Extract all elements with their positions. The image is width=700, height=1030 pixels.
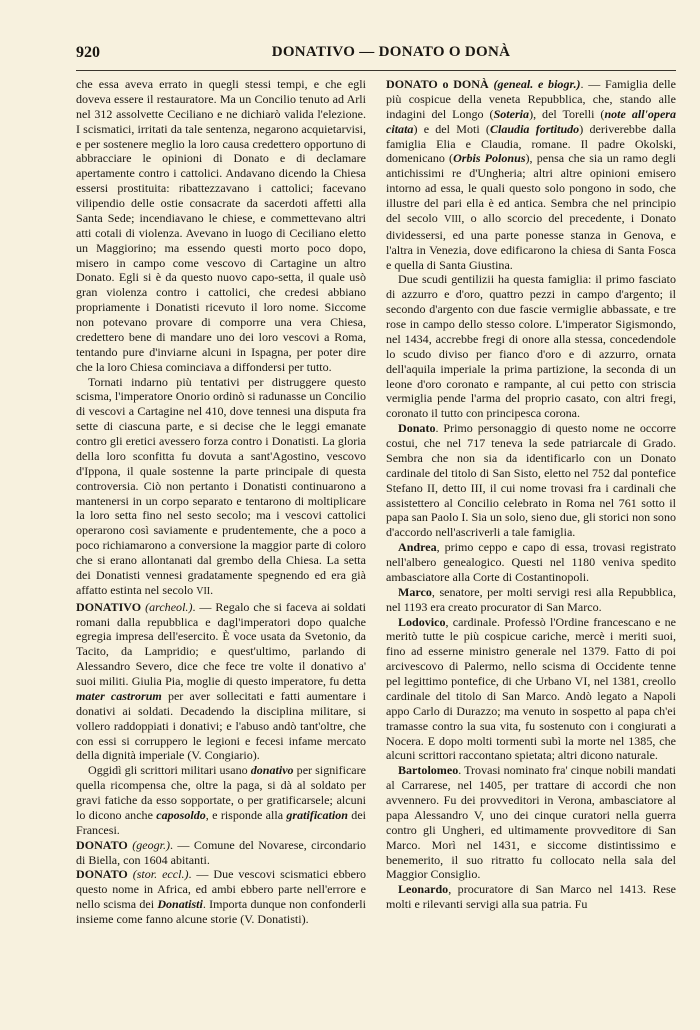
- paragraph-text: , primo ceppo e capo di essa, trovasi registrato nell'albero genealogico. Questi nel 1180 veniva spedito ambasciatore alla Corte di Costantinopoli.: [386, 540, 676, 584]
- right-column: [386, 77, 676, 912]
- person-name: Leonardo: [398, 882, 449, 897]
- paragraph-text: . Trovasi nominato fra' cinque nobili mandati al Carrarese, nel 1405, per trattare di accordi che non avvennero. Fu dei provveditori in Verona, ambasciatore al papa Alessandro V, uno dei cinque curatori nella guerra contro gli Ungheri, ed ultimamente provveditore di San Marco. Morì nel 1431, e siccome distintissimo e benemerito, il suo ritratto fu collocato nella sala del Maggior Consiglio.: [386, 763, 676, 882]
- paragraph-text: , procuratore di San Marco nel 1413. Rese molti e rilevanti servigi alla sua patria. Fu: [386, 882, 676, 912]
- entry-tag: (geneal. e biogr.): [493, 77, 581, 91]
- entry-text: . — Due vescovi scismatici ebbero questo nome in Africa, ed ambi ebbero parte nell'errore e nello scisma dei: [76, 867, 366, 912]
- entry-text: . — Regalo che si faceva ai soldati romani dalla repubblica e dagl'imperatori dopo qualche egregia impresa dell'esercito. È voce usata da Svetonio, da Tacito, da Lampridio; e quest'ultimo, parlando di Alessandro Severo, dice che fece tre volte il donativo a' suoi militi. Giulia Pia, moglie di questo imperatore, fu detta: [76, 599, 366, 688]
- paragraph-text: che essa aveva errato in quegli stessi tempi, e che egli doveva essere il restauratore. Ma un Concilio tenuto ad Arli nel 312 assolvette Ceciliano e ne dichiarò valida l'elezione. I scismatici, irritati da tale sentenza, negarono acquietarvisi, e per sostenere meglio la loro causa credettero opportuno di abbracciare le opinioni di Donato e di declamare apertamente contro i cattolici. Andavano dicendo la Chiesa essersi prostituita: ribattezzavano i cattolici; facevano vilipendio delle ostie consacrate da sacerdoti affetti alla Santa Sede; incendiavano le chiese, e commettevano altri atti cotali di violenza. Avevano in luogo di Ceciliano eletto un Maggiorino; ma essendo questi morto poco dopo, misero in campo come vescovo di Cartagine un altro Donato. Egli si è da questo nuovo capo-setta, il quale usò gran violenza contro i cattolici, che credesi abbiano propriamente i Donatisti ricevuto il loro nome. Siccome non potevano provare di comporre una vera Chiesa, credettero bene di mandare uno dei loro vescovi a Roma, tentando pure d'inviarne alcuni in Ispagna, per poter dire che la loro Chiesa cominciava a diffondersi per tutto.: [76, 77, 366, 374]
- entry-text: ) deriverebbe dalla famiglia Elia e Claudia, romane. Il padre Okolski, domenicano (: [386, 121, 676, 166]
- left-column: [76, 77, 366, 927]
- entry-tag: (geogr.): [132, 837, 170, 852]
- entry-headword: DONATO o DONÀ: [386, 77, 489, 91]
- entry-tag: (stor. eccl.): [132, 867, 189, 882]
- person-name: Donato: [398, 421, 436, 436]
- paragraph-text: , senatore, per molti servigi resi alla Repubblica, nel 1193 era creato procurator di San Marco.: [386, 584, 676, 614]
- person-entry: [386, 540, 676, 585]
- entry-headword: DONATO: [76, 867, 128, 882]
- paragraph-text: , cardinale. Professò l'Ordine francescano e ne meritò tutte le più cospicue cariche, mercè i meriti suoi, fino ad esserne ministro generale nel 1379. Fatto di poi arcivescovo di Palermo, nello scisma di Occidente tenne pel legittimo pontefice, di che Urbano VI, nel 1381, creollo cardinale del titolo di San Marco. Andò legato a Napoli appo Carlo di Durazzo; ma venuto in sospetto al papa ch'ei tramasse contro la sua vita, fu sostenuto con i congiurati a Nocera. E dopo molti tormenti subì la morte nel 1385, che alcuni scrittori raccontano spietata; altri dicono naturale.: [386, 614, 676, 763]
- entry-donato-dona: [386, 77, 676, 272]
- entry-headword: DONATIVO: [76, 599, 142, 614]
- emphasis: Claudia fortitudo: [489, 121, 580, 136]
- emphasis: Orbis Polonus: [453, 151, 526, 166]
- paragraph: [76, 763, 366, 837]
- entry-donativo: [76, 600, 366, 764]
- person-entry: [386, 421, 676, 540]
- entry-donato-stor: [76, 867, 366, 927]
- person-name: Marco: [398, 584, 432, 599]
- entry-text: per aver sollecitati e fatti aumentare i donativi ai soldati. Decadendo la disciplina militare, si vollero raddoppiati i donativi; e l'abuso andò tant'oltre, che con essi si corruppero le legioni e fecesi infame mercato della dignità imperiale (V. Congiario).: [76, 688, 366, 763]
- emphasis: caposoldo: [156, 807, 206, 822]
- paragraph-text: . Primo personaggio di questo nome ne occorre costui, che nel 717 teneva la sede patriarcale di Grado. Sembra che non sia da identificarlo con un Donato cardinale del titolo di San Sisto, eletto nel 752 dal pontefice Stefano II, detto III, il cui nome trovasi fra i cardinali che assistettero al Concilio celebrato in Roma nel 761 sotto il papa san Paolo I. Sia un solo, sieno due, gli storici non sono d'accordo nell'ascriverli a tale famiglia.: [386, 421, 676, 540]
- person-name: Andrea: [398, 540, 437, 555]
- century-numeral: VIII: [444, 213, 462, 225]
- entry-text: ), del Torelli (: [529, 106, 605, 121]
- person-entry: [386, 882, 676, 912]
- person-name: Lodovico: [398, 614, 446, 629]
- entry-text: . — Comune del Novarese, circondario di Biella, con 1604 abitanti.: [76, 837, 367, 867]
- entry-text: . — Famiglia delle più cospicue della veneta Repubblica, che, stando alle indagini del Longo (: [386, 77, 677, 121]
- paragraph: [76, 77, 366, 375]
- paragraph-text: Oggidì gli scrittori militari usano: [88, 763, 251, 778]
- paragraph-text: , e risponde alla: [205, 807, 287, 822]
- paragraph-text: Due scudi gentilizii ha questa famiglia: il primo fasciato di azzurro e d'oro, quattro pezzi in campo d'argento; il secondo d'argento con due fascie vermiglie abbassate, e tre rose in campo dello stesso colore. L'imperator Sigismondo, nel 1434, accrebbe fregi di onore alla stessa, concedendole lo scudo diviso per fianco d'oro e di azzurro, ornata dell'aquila imperiale la prima partizione, la seconda di un leone d'oro coronato e rampante, al cui petto con striscia vermiglia pende l'arma del proprio casato, con altri fregi, coronato il tutto con principesca corona.: [386, 272, 676, 421]
- emphasis: Soteria: [493, 106, 530, 121]
- entry-text: , o allo scorcio del precedente, i Donato dividessersi, ed una parte ponesse stanza in Genova, e l'altra in Venezia, dove edificarono la chiesa di Santa Fosca e quella di Santa Giustina.: [386, 210, 676, 272]
- emphasis: note all'opera citata: [386, 106, 677, 136]
- entry-headword: DONATO: [76, 837, 128, 852]
- person-name: Bartolomeo: [398, 763, 459, 778]
- person-entry: [386, 585, 676, 615]
- emphasis: mater castrorum: [76, 688, 162, 703]
- paragraph-text: Tornati indarno più tentativi per distruggere questo scisma, l'imperatore Onorio ordinò si radunasse un Concilio di vescovi a Cartagine nel 410, dove tennesi una disputa fra sette di ciascuna parte, e si decise che le leggi emanate contro gli eretici avessero forza contro i Donatisti. La gloria della loro sconfitta fu dovuta a sant'Agostino, vescovo d'Ippona, il quale sostenne la parte principale di questa controversia. Ciò non pertanto i Donatisti continuarono a mantenersi in un corpo separato e tentarono di moltiplicare la loro setta fino nel sesto secolo; ma i vescovi cattolici operarono così saviamente e prudentemente, che a poco a poco richiamarono a conversione la maggior parte di coloro che si erano allontanati dal grembo della Chiesa. La setta dei Donatisti vennesi gradatamente spegnendo ed era già affatto estinta nel secolo: [76, 374, 366, 597]
- person-entry: [386, 615, 676, 764]
- entry-text: ), pensa che sia un ramo degli antichissimi re d'Ungheria; altri altre opinioni emisero intorno ad essa, le quali questo solo pongono in sodo, che illustre del pari ella è ed antica. Sembra che nel principio del secolo: [386, 151, 676, 225]
- entry-text: ) e del Moti (: [413, 121, 490, 136]
- entry-donato-geogr: [76, 838, 366, 868]
- emphasis: gratification: [286, 807, 348, 822]
- century-numeral: VII: [196, 585, 211, 597]
- page-number: 920: [76, 44, 100, 61]
- emphasis: donativo: [250, 763, 294, 778]
- entry-text: . Importa dunque non confonderli insieme come fanno alcune storie (V. Donatisti).: [76, 897, 366, 926]
- entry-tag: (archeol.): [145, 599, 193, 614]
- person-entry: [386, 763, 676, 882]
- paragraph-text: dei Francesi.: [76, 807, 367, 837]
- paragraph-text: per significare quella ricompensa che, oltre la paga, si dà al soldato per gravi fatiche da esso sopportate, o per gratificarsele; alcuni lo dicono anche: [76, 763, 367, 822]
- paragraph: Tornati indarno più tentativi per distruggere questo scisma, l'imperatore Onorio ordinò si radunasse un Concilio di vescovi a Cartagine nel 410, dove tennesi una disputa fra sette di ciascuna parte, e si decise che le leggi emanate contro gli eretici avessero forza contro i Donatisti. La gloria della loro sconfitta fu dovuta a sant'Agostino, vescovo d'Ippona, il quale sostenne la parte principale di questa controversia. Ciò non pertanto i Donatisti continuarono a mantenersi in un corpo separato e tentarono di moltiplicare la loro setta fino nel sesto secolo; ma i vescovi cattolici operarono così saviamente e prudentemente, che a poco a poco richiamarono a conversione la maggior parte di coloro che si erano allontanati dal grembo della Chiesa. La setta dei Donatisti vennesi gradatamente spegnendo ed era già affatto estinta nel secolo VII.: [76, 374, 366, 597]
- header-rule: [76, 70, 676, 71]
- emphasis: Donatisti: [157, 897, 203, 912]
- paragraph: [386, 272, 676, 421]
- running-title: DONATIVO — DONATO O DONÀ: [271, 44, 511, 60]
- page-header: [76, 44, 676, 66]
